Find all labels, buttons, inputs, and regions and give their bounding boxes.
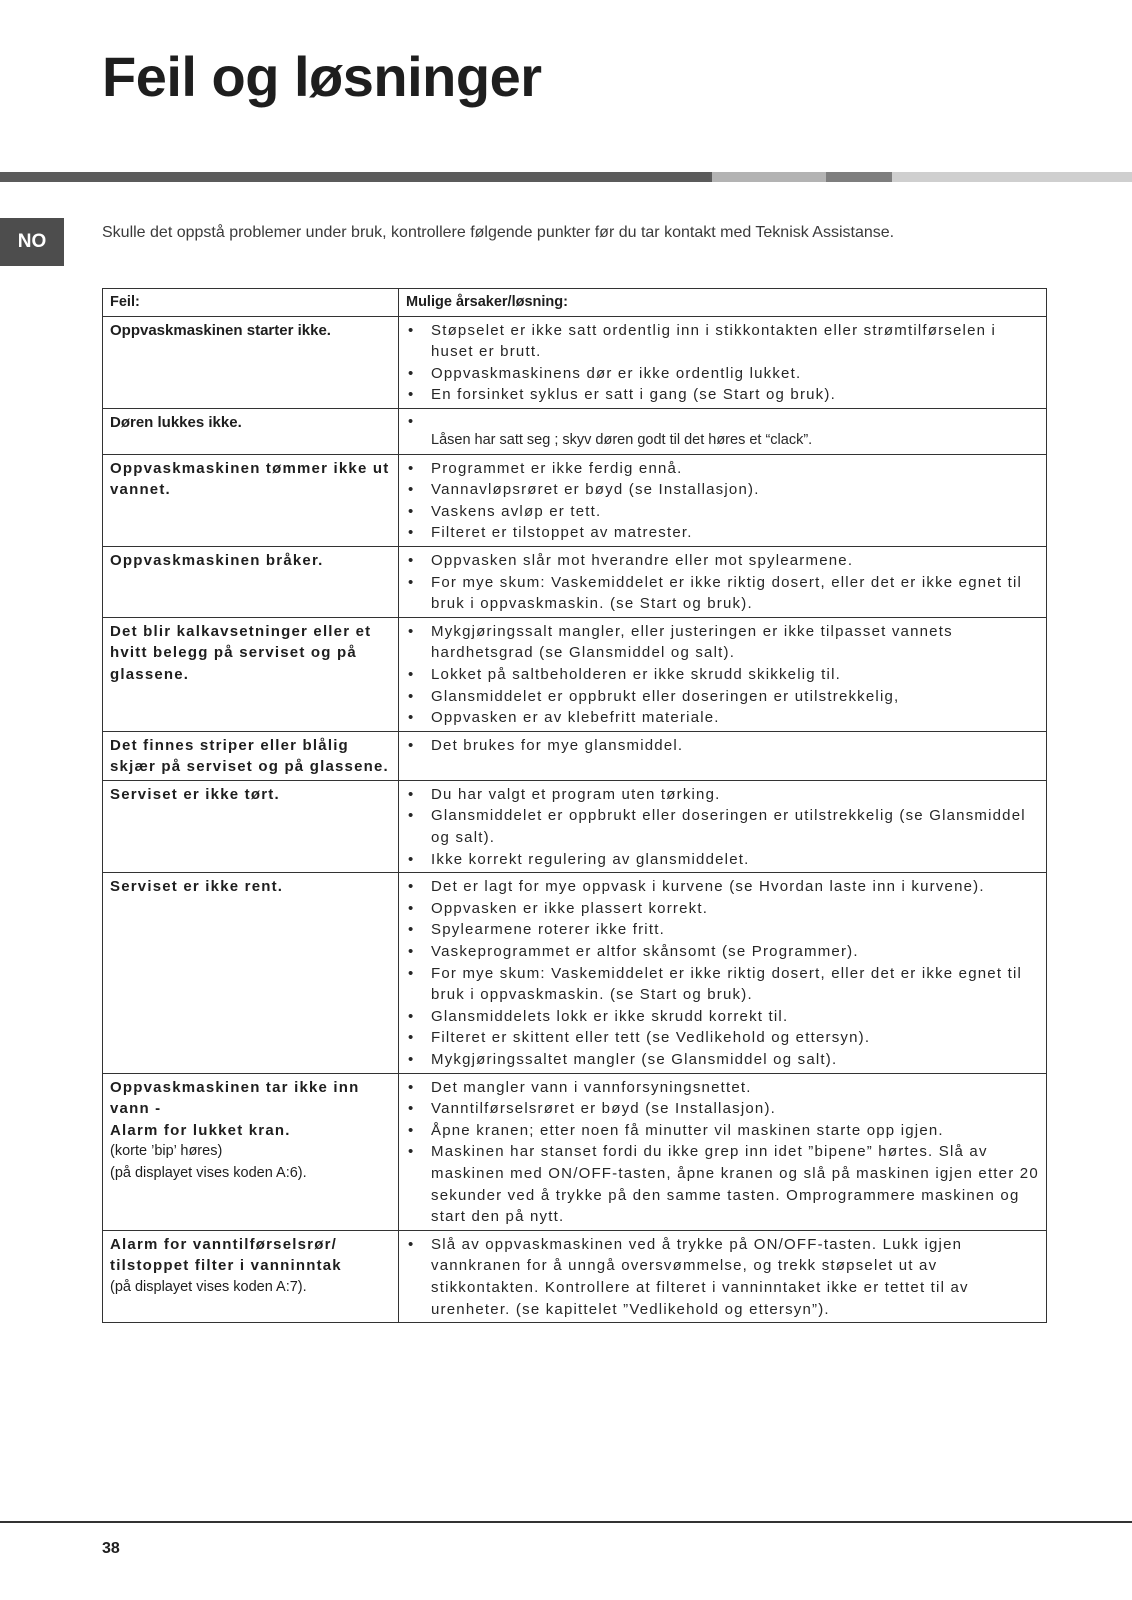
cause-item: • Glansmiddelet er oppbrukt eller doseringen er utilstrekkelig (se Glansmiddel og salt).: [408, 807, 1026, 847]
bullet-icon: •: [408, 709, 415, 727]
bullet-icon: •: [408, 878, 415, 896]
bullet-icon: •: [408, 573, 415, 591]
causes-cell: [399, 1230, 1047, 1322]
bullet-icon: •: [408, 502, 415, 520]
cause-item: • For mye skum: Vaskemiddelet er ikke riktig dosert, eller det er ikke egnet til bruk i oppvaskmaskin. (se Start og bruk).: [408, 964, 1023, 1004]
bullet-icon: •: [408, 1078, 415, 1096]
bullet-icon: •: [408, 1100, 415, 1118]
bullet-icon: •: [408, 364, 415, 382]
cause-item: • Du har valgt et program uten tørking.: [406, 784, 1040, 806]
cause-item: • Det mangler vann i vannforsyningsnettet.: [406, 1077, 1040, 1099]
cause-item: • Ikke korrekt regulering av glansmiddelet.: [406, 849, 1040, 871]
column-header-fault: Feil:: [103, 289, 399, 317]
title-divider-pale: [892, 172, 1132, 182]
fault-cell: [103, 617, 399, 731]
causes-cell: [399, 546, 1047, 617]
causes-cell: [399, 316, 1047, 408]
language-tab: NO: [0, 218, 64, 266]
cause-item: • Vaskens avløp er tett.: [406, 501, 1040, 523]
cause-item: • Oppvaskmaskinens dør er ikke ordentlig lukket.: [406, 363, 1040, 385]
table-row: [103, 780, 1047, 872]
table-row: [103, 873, 1047, 1073]
fault-cell: [103, 454, 399, 546]
fault-cell: [103, 408, 399, 454]
page-title: Feil og løsninger: [102, 45, 542, 108]
column-header-causes: Mulige årsaker/løsning:: [399, 289, 1047, 317]
fault-cell: [103, 780, 399, 872]
fault-cell: [103, 1073, 399, 1230]
bullet-icon: •: [408, 524, 415, 542]
cause-item: • For mye skum: Vaskemiddelet er ikke riktig dosert, eller det er ikke egnet til bruk i oppvaskmaskin. (se Start og bruk).: [408, 573, 1023, 613]
table-row: [103, 731, 1047, 780]
bullet-icon: •: [408, 459, 415, 477]
causes-cell: [399, 731, 1047, 780]
table-row: [103, 617, 1047, 731]
bullet-icon: •: [408, 807, 415, 825]
bullet-icon: •: [408, 1007, 415, 1025]
fault-note: (korte ’bip’ høres): [110, 1143, 223, 1160]
troubleshooting-table: [102, 288, 1047, 1323]
intro-text: Skulle det oppstå problemer under bruk, kontrollere følgende punkter før du tar kontakt med Teknisk Assistanse.: [102, 224, 895, 241]
bullet-icon: •: [408, 321, 415, 339]
bullet-icon: •: [408, 481, 415, 499]
fault-text: Oppvaskmaskinen tømmer ikke ut vannet.: [110, 459, 390, 499]
cause-item: • Oppvasken er ikke plassert korrekt.: [406, 898, 1040, 920]
fault-cell: [103, 731, 399, 780]
cause-item: • Vaskeprogrammet er altfor skånsomt (se Programmer).: [406, 941, 1040, 963]
title-divider-mid: [826, 172, 892, 182]
fault-text: Alarm for vanntilførselsrør/ tilstoppet filter i vanninntak: [110, 1235, 342, 1275]
fault-text: Oppvaskmaskinen bråker.: [110, 551, 324, 569]
cause-item: • Støpselet er ikke satt ordentlig inn i stikkontakten eller strømtilførselen i huset er brutt.: [408, 321, 997, 361]
causes-cell: [399, 1073, 1047, 1230]
cause-item: • Låsen har satt seg ; skyv døren godt til det høres et “clack”.: [408, 413, 813, 448]
cause-item: • Programmet er ikke ferdig ennå.: [406, 458, 1040, 480]
bullet-icon: •: [408, 943, 415, 961]
bullet-icon: •: [408, 386, 415, 404]
cause-item: • Det er lagt for mye oppvask i kurvene (se Hvordan laste inn i kurvene).: [406, 876, 1040, 898]
fault-text: Det finnes striper eller blålig skjær på serviset og på glassene.: [110, 736, 389, 776]
cause-item: • Åpne kranen; etter noen få minutter vil maskinen starte opp igjen.: [406, 1120, 1040, 1142]
cause-item: • Det brukes for mye glansmiddel.: [406, 735, 1040, 757]
cause-item: • Maskinen har stanset fordi du ikke grep inn idet ”bipene” hørtes. Slå av maskinen med ON/OFF-tasten, åpne kranen og slå på maskinen igjen etter 20 sekunder ved å trykke på den samme tasten. Omprogrammere maskinen og start den på nytt.: [408, 1143, 1039, 1226]
bullet-icon: •: [408, 1235, 415, 1253]
cause-item: • Vanntilførselsrøret er bøyd (se Installasjon).: [406, 1098, 1040, 1120]
fault-cell: [103, 316, 399, 408]
fault-text: Det blir kalkavsetninger eller et hvitt belegg på serviset og på glassene.: [110, 622, 372, 683]
fault-note: (på displayet vises koden A:7).: [110, 1278, 307, 1295]
cause-item: • Mykgjøringssaltet mangler (se Glansmiddel og salt).: [406, 1049, 1040, 1071]
bullet-icon: •: [408, 1121, 415, 1139]
table-row: [103, 408, 1047, 454]
fault-cell: [103, 873, 399, 1073]
bullet-icon: •: [408, 921, 415, 939]
fault-note: (på displayet vises koden A:6).: [110, 1164, 307, 1181]
cause-item: • Spylearmene roterer ikke fritt.: [406, 919, 1040, 941]
bullet-icon: •: [408, 551, 415, 569]
page-number: 38: [102, 1540, 120, 1557]
causes-cell: [399, 780, 1047, 872]
table-row: [103, 1073, 1047, 1230]
bullet-icon: •: [408, 687, 415, 705]
bullet-icon: •: [408, 665, 415, 683]
causes-cell: [399, 408, 1047, 454]
cause-item: • Oppvasken er av klebefritt materiale.: [406, 707, 1040, 729]
bullet-icon: •: [408, 622, 415, 640]
cause-item: • Vannavløpsrøret er bøyd (se Installasjon).: [406, 479, 1040, 501]
cause-item: • Oppvasken slår mot hverandre eller mot spylearmene.: [406, 550, 1040, 572]
fault-text: Døren lukkes ikke.: [110, 413, 242, 431]
bullet-icon: •: [408, 899, 415, 917]
bullet-icon: •: [408, 964, 415, 982]
cause-item: • Filteret er tilstoppet av matrester.: [406, 522, 1040, 544]
cause-item: • Mykgjøringssalt mangler, eller justeringen er ikke tilpasset vannets hardhetsgrad (se Glansmiddel og salt).: [408, 622, 953, 662]
bullet-icon: •: [408, 736, 415, 754]
cause-item: • Glansmiddelet er oppbrukt eller doseringen er utilstrekkelig,: [406, 686, 1040, 708]
title-divider-light: [712, 172, 826, 182]
table-row: [103, 316, 1047, 408]
bullet-icon: •: [408, 1051, 415, 1068]
causes-cell: [399, 617, 1047, 731]
fault-cell: [103, 546, 399, 617]
fault-text: Serviset er ikke rent.: [110, 878, 284, 896]
cause-item: • Slå av oppvaskmaskinen ved å trykke på ON/OFF-tasten. Lukk igjen vannkranen for å unngå oversvømmelse, og trekk støpselet ut av stikkontakten. Kontrollere at filteret i vanninntaket ikke er tettet til av urenheter. (se kapittelet ”Vedlikehold og ettersyn”).: [408, 1235, 969, 1318]
bullet-icon: •: [408, 1029, 415, 1047]
table-row: [103, 1230, 1047, 1322]
fault-text: Oppvaskmaskinen starter ikke.: [110, 321, 331, 339]
fault-text: Oppvaskmaskinen tar ikke inn vann -: [110, 1078, 360, 1118]
bullet-icon: •: [408, 785, 415, 803]
fault-text: Alarm for lukket kran.: [110, 1121, 291, 1139]
title-divider-dark: [0, 172, 712, 182]
bullet-icon: •: [408, 1143, 415, 1161]
causes-cell: [399, 873, 1047, 1073]
fault-cell: [103, 1230, 399, 1322]
cause-item: • Filteret er skittent eller tett (se Vedlikehold og ettersyn).: [406, 1027, 1040, 1049]
table-row: [103, 454, 1047, 546]
bullet-icon: •: [408, 850, 415, 868]
bullet-icon: •: [408, 413, 414, 430]
cause-item: • En forsinket syklus er satt i gang (se Start og bruk).: [406, 384, 1040, 406]
cause-item: • Lokket på saltbeholderen er ikke skrudd skikkelig til.: [406, 664, 1040, 686]
footer-divider: [0, 1521, 1132, 1523]
table-header-row: [103, 289, 1047, 317]
causes-cell: [399, 454, 1047, 546]
cause-item: • Glansmiddelets lokk er ikke skrudd korrekt til.: [406, 1006, 1040, 1028]
fault-text: Serviset er ikke tørt.: [110, 785, 280, 803]
table-row: [103, 546, 1047, 617]
